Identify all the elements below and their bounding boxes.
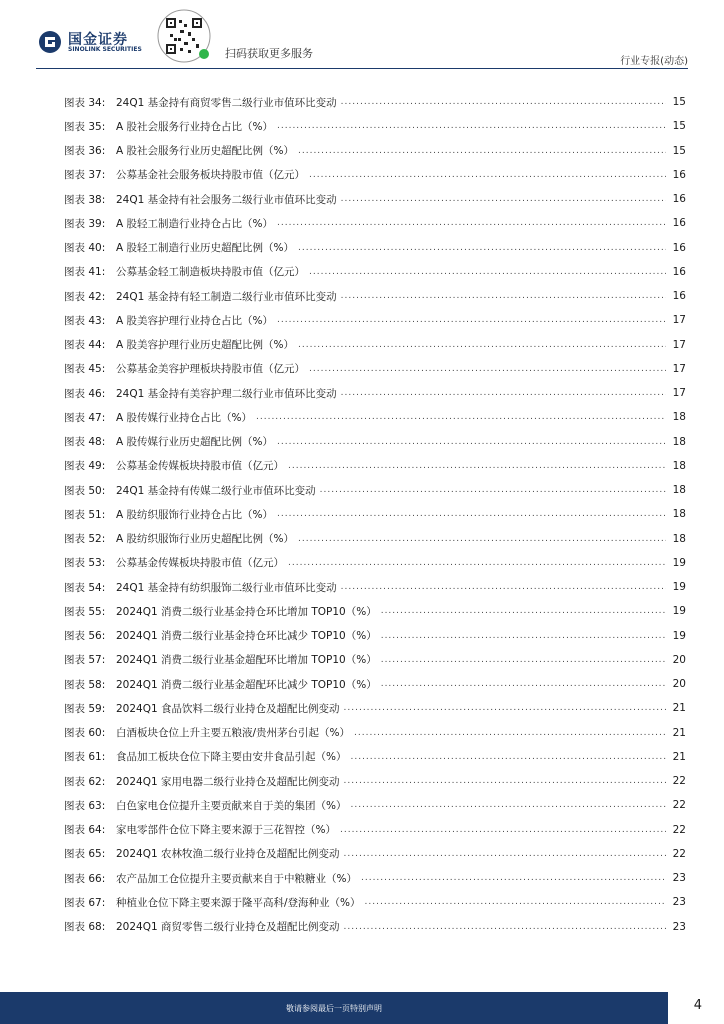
toc-entry-title: 食品加工板块仓位下降主要由安井食品引起（%） bbox=[116, 751, 347, 764]
toc-leader-dots bbox=[298, 340, 666, 350]
toc-entry[interactable] bbox=[64, 236, 686, 260]
toc-entry-title: A 股美容护理行业历史超配比例（%） bbox=[116, 339, 294, 352]
toc-entry-page: 15 bbox=[672, 96, 686, 109]
toc-entry[interactable] bbox=[64, 211, 686, 235]
toc-entry-label: 图表 41: bbox=[64, 266, 106, 279]
toc-entry[interactable] bbox=[64, 624, 686, 648]
toc-entry-title: 公募基金传媒板块持股市值（亿元） bbox=[116, 557, 284, 570]
toc-entry-label: 图表 40: bbox=[64, 242, 106, 255]
toc-leader-dots bbox=[381, 679, 666, 689]
toc-entry-page: 23 bbox=[672, 920, 686, 933]
toc-entry-label: 图表 61: bbox=[64, 751, 106, 764]
toc-entry-page: 23 bbox=[672, 896, 686, 909]
toc-leader-dots bbox=[298, 146, 666, 156]
toc-entry-page: 16 bbox=[672, 241, 686, 254]
toc-entry-page: 18 bbox=[672, 459, 686, 472]
footer-disclaimer: 敬请参阅最后一页特别声明 bbox=[286, 1004, 382, 1013]
toc-leader-dots bbox=[381, 655, 666, 665]
page-number: 4 bbox=[693, 998, 702, 1013]
toc-entry[interactable] bbox=[64, 769, 686, 793]
toc-entry-title: 白酒板块仓位上升主要五粮液/贵州茅台引起（%） bbox=[116, 727, 351, 740]
toc-entry-page: 16 bbox=[672, 217, 686, 230]
toc-entry-title: 2024Q1 消费二级行业基金持仓环比减少 TOP10（%） bbox=[116, 630, 377, 643]
toc-leader-dots bbox=[344, 849, 666, 859]
toc-leader-dots bbox=[277, 218, 666, 228]
toc-leader-dots bbox=[344, 922, 666, 932]
toc-leader-dots bbox=[298, 243, 666, 253]
header-divider bbox=[36, 68, 688, 69]
toc-leader-dots bbox=[309, 364, 666, 374]
toc-entry-title: 2024Q1 食品饮料二级行业持仓及超配比例变动 bbox=[116, 702, 340, 715]
toc-entry-label: 图表 34: bbox=[64, 96, 106, 109]
toc-entry-page: 20 bbox=[672, 678, 686, 691]
toc-entry-page: 17 bbox=[672, 338, 686, 351]
toc-entry-label: 图表 62: bbox=[64, 775, 106, 788]
logo-text-en: SINOLINK SECURITIES bbox=[68, 46, 142, 53]
toc-entry[interactable] bbox=[64, 284, 686, 308]
toc-entry-title: 2024Q1 消费二级行业基金超配环比减少 TOP10（%） bbox=[116, 678, 377, 691]
toc-entry-page: 16 bbox=[672, 193, 686, 206]
toc-entry-label: 图表 64: bbox=[64, 824, 106, 837]
toc-entry[interactable] bbox=[64, 793, 686, 817]
toc-entry[interactable] bbox=[64, 308, 686, 332]
toc-entry[interactable] bbox=[64, 818, 686, 842]
toc-entry[interactable] bbox=[64, 551, 686, 575]
toc-entry-title: A 股美容护理行业持仓占比（%） bbox=[116, 314, 273, 327]
toc-entry-page: 16 bbox=[672, 290, 686, 303]
toc-entry-page: 19 bbox=[672, 605, 686, 618]
toc-leader-dots bbox=[341, 291, 666, 301]
toc-entry[interactable] bbox=[64, 163, 686, 187]
toc-entry[interactable] bbox=[64, 454, 686, 478]
toc-entry-page: 22 bbox=[672, 847, 686, 860]
toc-leader-dots bbox=[341, 388, 666, 398]
sinolink-logo-icon bbox=[38, 30, 62, 54]
toc-entry-page: 18 bbox=[672, 411, 686, 424]
toc-leader-dots bbox=[350, 752, 666, 762]
toc-entry-title: 2024Q1 农林牧渔二级行业持仓及超配比例变动 bbox=[116, 848, 340, 861]
toc-entry-page: 17 bbox=[672, 314, 686, 327]
logo-text-cn: 国金证券 bbox=[68, 32, 128, 48]
toc-entry[interactable] bbox=[64, 575, 686, 599]
toc-leader-dots bbox=[341, 582, 666, 592]
toc-entry-label: 图表 50: bbox=[64, 484, 106, 497]
toc-entry-label: 图表 54: bbox=[64, 581, 106, 594]
toc-entry-page: 22 bbox=[672, 823, 686, 836]
toc-entry[interactable] bbox=[64, 187, 686, 211]
toc-entry[interactable] bbox=[64, 890, 686, 914]
toc-entry[interactable] bbox=[64, 478, 686, 502]
toc-entry-label: 图表 38: bbox=[64, 193, 106, 206]
toc-entry-title: 公募基金传媒板块持股市值（亿元） bbox=[116, 460, 284, 473]
qr-code-icon bbox=[152, 8, 216, 64]
toc-entry-title: 2024Q1 家用电器二级行业持仓及超配比例变动 bbox=[116, 775, 340, 788]
toc-entry-label: 图表 52: bbox=[64, 533, 106, 546]
toc-entry[interactable] bbox=[64, 357, 686, 381]
toc-leader-dots bbox=[365, 897, 666, 907]
toc-leader-dots bbox=[256, 412, 666, 422]
toc-entry-page: 19 bbox=[672, 556, 686, 569]
toc-entry-title: 农产品加工仓位提升主要贡献来自于中粮糖业（%） bbox=[116, 872, 357, 885]
toc-entry-page: 16 bbox=[672, 265, 686, 278]
toc-entry-title: 白色家电仓位提升主要贡献来自于美的集团（%） bbox=[116, 799, 347, 812]
toc-leader-dots bbox=[381, 606, 666, 616]
toc-entry[interactable] bbox=[64, 721, 686, 745]
toc-entry-label: 图表 57: bbox=[64, 654, 106, 667]
toc-entry-page: 22 bbox=[672, 775, 686, 788]
toc-leader-dots bbox=[344, 776, 666, 786]
toc-entry-title: A 股纺织服饰行业持仓占比（%） bbox=[116, 508, 273, 521]
toc-leader-dots bbox=[361, 873, 666, 883]
toc-leader-dots bbox=[277, 121, 666, 131]
toc-entry-page: 15 bbox=[672, 120, 686, 133]
toc-entry-title: A 股轻工制造行业持仓占比（%） bbox=[116, 217, 273, 230]
toc-entry-label: 图表 67: bbox=[64, 896, 106, 909]
toc-entry-title: A 股轻工制造行业历史超配比例（%） bbox=[116, 242, 294, 255]
toc-entry[interactable] bbox=[64, 260, 686, 284]
toc-entry[interactable] bbox=[64, 672, 686, 696]
toc-entry[interactable] bbox=[64, 842, 686, 866]
toc-entry-label: 图表 49: bbox=[64, 460, 106, 473]
toc-entry-label: 图表 59: bbox=[64, 702, 106, 715]
toc-entry-label: 图表 36: bbox=[64, 145, 106, 158]
document-type-label: 行业专报(动态) bbox=[620, 56, 688, 67]
toc-leader-dots bbox=[320, 485, 666, 495]
toc-entry-title: 公募基金美容护理板块持股市值（亿元） bbox=[116, 363, 305, 376]
toc-entry[interactable] bbox=[64, 866, 686, 890]
toc-entry-page: 20 bbox=[672, 653, 686, 666]
toc-entry-title: 家电零部件仓位下降主要来源于三花智控（%） bbox=[116, 824, 336, 837]
toc-entry-label: 图表 63: bbox=[64, 799, 106, 812]
toc-entry[interactable] bbox=[64, 381, 686, 405]
toc-entry-page: 21 bbox=[672, 750, 686, 763]
toc-entry-label: 图表 56: bbox=[64, 630, 106, 643]
toc-entry-page: 17 bbox=[672, 387, 686, 400]
toc-entry-page: 16 bbox=[672, 168, 686, 181]
toc-entry-title: 24Q1 基金持有商贸零售二级行业市值环比变动 bbox=[116, 96, 337, 109]
toc-entry-page: 15 bbox=[672, 144, 686, 157]
toc-leader-dots bbox=[344, 703, 666, 713]
toc-leader-dots bbox=[309, 267, 666, 277]
toc-entry-title: 2024Q1 消费二级行业基金超配环比增加 TOP10（%） bbox=[116, 654, 377, 667]
toc-entry[interactable] bbox=[64, 745, 686, 769]
toc-leader-dots bbox=[288, 461, 666, 471]
toc-entry-label: 图表 58: bbox=[64, 678, 106, 691]
toc-entry-title: 2024Q1 商贸零售二级行业持仓及超配比例变动 bbox=[116, 921, 340, 934]
toc-leader-dots bbox=[340, 825, 666, 835]
toc-entry-label: 图表 66: bbox=[64, 872, 106, 885]
toc-entry-page: 21 bbox=[672, 702, 686, 715]
toc-entry-label: 图表 42: bbox=[64, 290, 106, 303]
toc-entry-page: 18 bbox=[672, 484, 686, 497]
toc-leader-dots bbox=[341, 194, 666, 204]
toc-entry[interactable] bbox=[64, 139, 686, 163]
toc-entry-page: 19 bbox=[672, 629, 686, 642]
toc-entry-page: 17 bbox=[672, 362, 686, 375]
toc-entry[interactable] bbox=[64, 90, 686, 114]
toc-entry-label: 图表 44: bbox=[64, 339, 106, 352]
toc-entry-label: 图表 37: bbox=[64, 169, 106, 182]
toc-leader-dots bbox=[277, 315, 666, 325]
toc-leader-dots bbox=[341, 97, 666, 107]
toc-entry-page: 18 bbox=[672, 532, 686, 545]
toc-entry[interactable] bbox=[64, 648, 686, 672]
toc-entry-title: A 股社会服务行业持仓占比（%） bbox=[116, 120, 273, 133]
toc-entry-title: 公募基金轻工制造板块持股市值（亿元） bbox=[116, 266, 305, 279]
toc-entry[interactable] bbox=[64, 915, 686, 939]
scan-for-services-text: 扫码获取更多服务 bbox=[225, 47, 313, 60]
toc-entry-page: 18 bbox=[672, 508, 686, 521]
toc-entry-title: 24Q1 基金持有社会服务二级行业市值环比变动 bbox=[116, 193, 337, 206]
toc-entry-label: 图表 55: bbox=[64, 605, 106, 618]
toc-entry[interactable] bbox=[64, 405, 686, 429]
toc-entry-title: A 股社会服务行业历史超配比例（%） bbox=[116, 145, 294, 158]
toc-entry-title: 种植业仓位下降主要来源于隆平高科/登海种业（%） bbox=[116, 896, 361, 909]
toc-entry-title: 2024Q1 消费二级行业基金持仓环比增加 TOP10（%） bbox=[116, 605, 377, 618]
toc-entry-label: 图表 53: bbox=[64, 557, 106, 570]
toc-entry-label: 图表 47: bbox=[64, 411, 106, 424]
toc-entry[interactable] bbox=[64, 114, 686, 138]
toc-entry-title: 24Q1 基金持有传媒二级行业市值环比变动 bbox=[116, 484, 316, 497]
toc-entry-page: 21 bbox=[672, 726, 686, 739]
toc-leader-dots bbox=[381, 631, 666, 641]
page-header bbox=[0, 0, 724, 70]
toc-entry-page: 23 bbox=[672, 872, 686, 885]
toc-entry[interactable] bbox=[64, 430, 686, 454]
toc-entry-label: 图表 46: bbox=[64, 387, 106, 400]
toc-entry-label: 图表 60: bbox=[64, 727, 106, 740]
toc-entry-label: 图表 39: bbox=[64, 217, 106, 230]
toc-entry-label: 图表 65: bbox=[64, 848, 106, 861]
toc-entry-title: A 股纺织服饰行业历史超配比例（%） bbox=[116, 533, 294, 546]
toc-entry-label: 图表 35: bbox=[64, 120, 106, 133]
toc-leader-dots bbox=[277, 509, 666, 519]
toc-leader-dots bbox=[350, 800, 666, 810]
toc-entry[interactable] bbox=[64, 333, 686, 357]
toc-entry-title: 公募基金社会服务板块持股市值（亿元） bbox=[116, 169, 305, 182]
toc-entry-page: 19 bbox=[672, 581, 686, 594]
toc-entry-title: 24Q1 基金持有纺织服饰二级行业市值环比变动 bbox=[116, 581, 337, 594]
toc-entry-page: 22 bbox=[672, 799, 686, 812]
toc-entry[interactable] bbox=[64, 696, 686, 720]
toc-leader-dots bbox=[298, 534, 666, 544]
toc-entry[interactable] bbox=[64, 502, 686, 526]
toc-entry-title: 24Q1 基金持有美容护理二级行业市值环比变动 bbox=[116, 387, 337, 400]
toc-leader-dots bbox=[309, 170, 666, 180]
toc-entry-label: 图表 48: bbox=[64, 436, 106, 449]
toc-entry-label: 图表 68: bbox=[64, 921, 106, 934]
toc-entry-page: 18 bbox=[672, 435, 686, 448]
toc-entry-label: 图表 43: bbox=[64, 314, 106, 327]
toc-entry-title: 24Q1 基金持有轻工制造二级行业市值环比变动 bbox=[116, 290, 337, 303]
toc-entry-title: A 股传媒行业持仓占比（%） bbox=[116, 411, 252, 424]
toc-entry-label: 图表 45: bbox=[64, 363, 106, 376]
sinolink-logo bbox=[38, 28, 168, 58]
toc-entry[interactable] bbox=[64, 599, 686, 623]
toc-leader-dots bbox=[354, 728, 666, 738]
toc-leader-dots bbox=[277, 437, 666, 447]
toc-leader-dots bbox=[288, 558, 666, 568]
table-of-figures bbox=[64, 90, 686, 939]
toc-entry-label: 图表 51: bbox=[64, 508, 106, 521]
toc-entry[interactable] bbox=[64, 527, 686, 551]
toc-entry-title: A 股传媒行业历史超配比例（%） bbox=[116, 436, 273, 449]
